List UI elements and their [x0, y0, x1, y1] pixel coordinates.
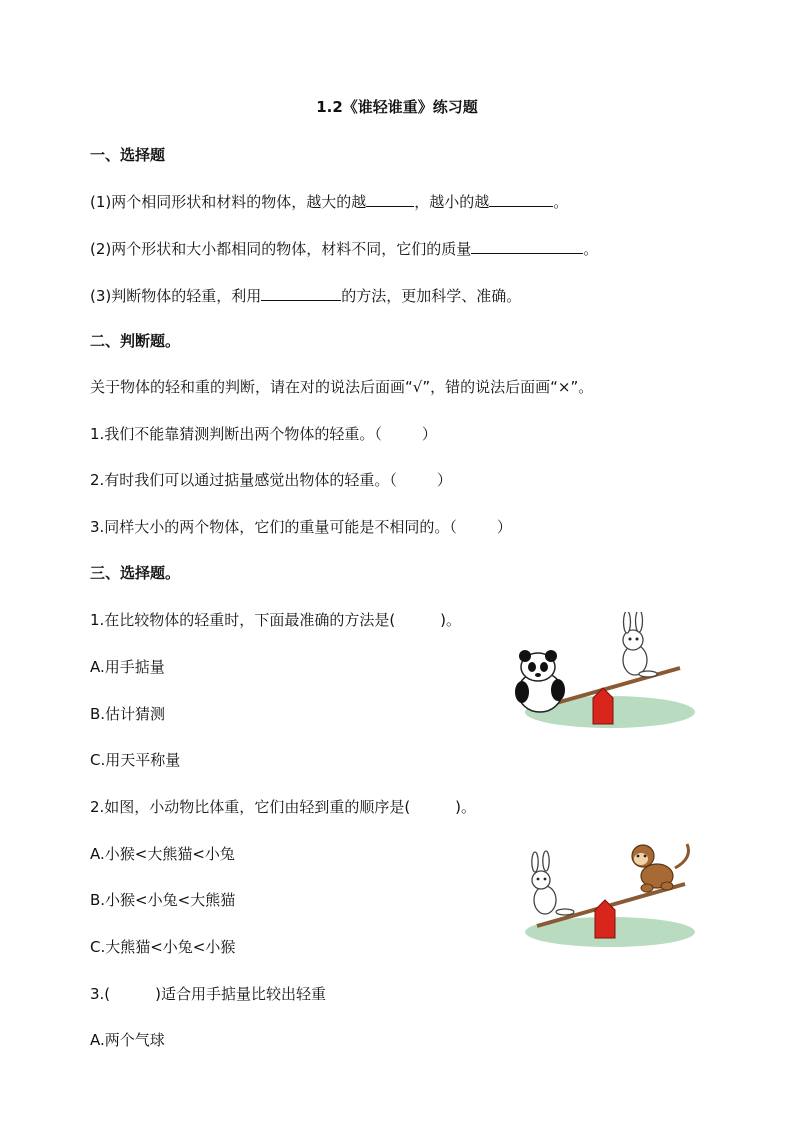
answer-blank[interactable] — [471, 238, 583, 254]
q1-suffix: 。 — [553, 193, 569, 211]
choice-question-stem: 1.在比较物体的轻重时，下面最准确的方法是( )。 — [90, 611, 462, 629]
choice-option[interactable]: C.大熊猫<小兔<小猴 — [90, 938, 236, 956]
judgement-text: 1.我们不能靠猜测判断出两个物体的轻重。 — [90, 425, 375, 443]
q2-prefix: (2)两个形状和大小都相同的物体，材料不同，它们的质量 — [90, 240, 472, 258]
rabbit-icon — [623, 612, 657, 677]
choice-option[interactable]: C.用天平称量 — [90, 751, 181, 769]
answer-blank[interactable] — [261, 285, 341, 301]
judgement-close-paren: ） — [496, 518, 512, 536]
judgement-open-paren: （ — [389, 471, 397, 489]
judgement-text: 2.有时我们可以通过掂量感觉出物体的轻重。 — [90, 471, 390, 489]
answer-blank[interactable] — [489, 191, 553, 207]
panda-icon — [515, 650, 565, 712]
section1-question-3 — [90, 285, 521, 306]
choice-question-stem: 3.( )适合用手掂量比较出轻重 — [90, 985, 327, 1003]
q2-suffix: 。 — [583, 240, 599, 258]
judgement-item — [90, 424, 437, 444]
judgement-item — [90, 470, 452, 490]
judgement-close-paren: ） — [421, 425, 437, 443]
judgement-item — [90, 517, 512, 537]
choice-option[interactable]: A.两个气球 — [90, 1031, 165, 1049]
q3-prefix: (3)判断物体的轻重，利用 — [90, 287, 262, 305]
q1-middle: ，越小的越 — [414, 193, 490, 211]
choice-option[interactable]: A.用手掂量 — [90, 658, 165, 676]
section3-heading: 三、选择题。 — [90, 564, 181, 582]
q1-prefix: (1)两个相同形状和材料的物体，越大的越 — [90, 193, 367, 211]
section2-instruction: 关于物体的轻和重的判断，请在对的说法后面画“√”，错的说法后面画“×”。 — [90, 378, 594, 396]
judgement-open-paren: （ — [374, 425, 382, 443]
section1-question-2 — [90, 238, 598, 259]
choice-option[interactable]: B.小猴<小兔<大熊猫 — [90, 891, 236, 909]
choice-option[interactable]: B.估计猜测 — [90, 705, 166, 723]
section2-heading: 二、判断题。 — [90, 332, 181, 350]
choice-question-stem: 2.如图，小动物比体重，它们由轻到重的顺序是( )。 — [90, 798, 477, 816]
rabbit-icon — [532, 851, 574, 915]
rabbit-monkey-seesaw-illustration — [515, 838, 695, 950]
q3-suffix: 的方法，更加科学、准确。 — [341, 287, 522, 305]
judgement-open-paren: （ — [449, 518, 457, 536]
section1-question-1 — [90, 191, 568, 212]
judgement-close-paren: ） — [436, 471, 452, 489]
page-title: 1.2《谁轻谁重》练习题 — [316, 98, 478, 116]
choice-option[interactable]: A.小猴<大熊猫<小兔 — [90, 845, 235, 863]
judgement-text: 3.同样大小的两个物体，它们的重量可能是不相同的。 — [90, 518, 450, 536]
answer-blank[interactable] — [366, 191, 414, 207]
panda-rabbit-seesaw-illustration — [500, 612, 695, 732]
section1-heading: 一、选择题 — [90, 146, 166, 164]
